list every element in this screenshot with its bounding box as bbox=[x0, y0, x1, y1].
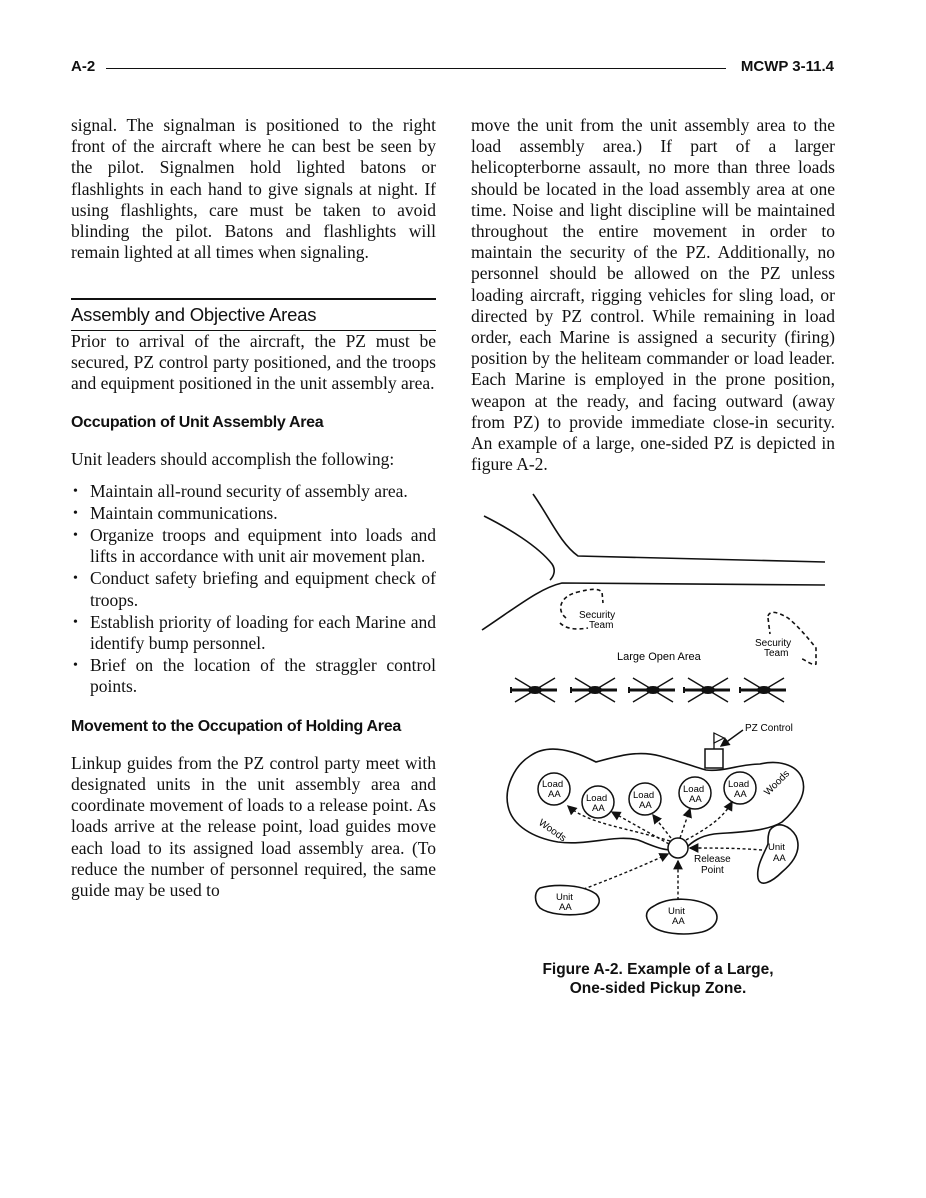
load-aa-4 bbox=[679, 777, 711, 809]
load-aa-3 bbox=[629, 783, 661, 815]
svg-text:Load: Load bbox=[633, 790, 655, 801]
helicopter-icon bbox=[571, 678, 617, 702]
header-rule bbox=[106, 68, 726, 69]
unit-aa-right bbox=[758, 825, 798, 883]
section-rule-top bbox=[71, 298, 436, 300]
svg-text:Unit: Unit bbox=[768, 842, 785, 853]
svg-text:Load: Load bbox=[542, 779, 564, 790]
list-item: • Maintain all-round security of assembly area. bbox=[71, 481, 436, 502]
figure-caption bbox=[478, 960, 838, 998]
document-id: MCWP 3-11.4 bbox=[740, 58, 834, 75]
security-team-left-label-1: Security bbox=[579, 610, 616, 621]
svg-text:AA: AA bbox=[559, 902, 572, 913]
svg-text:Unit: Unit bbox=[556, 892, 573, 903]
list-item: • Brief on the location of the straggler control points. bbox=[71, 655, 436, 697]
svg-text:AA: AA bbox=[672, 916, 685, 927]
road-left-edge bbox=[484, 516, 554, 580]
load-aa-2 bbox=[582, 786, 614, 818]
list-item: • Organize troops and equipment into loads and lifts in accordance with unit air movement plan. bbox=[71, 525, 436, 567]
svg-text:Load: Load bbox=[683, 784, 705, 795]
unit-aa-left bbox=[536, 886, 600, 915]
section-title: Assembly and Objective Areas bbox=[71, 304, 317, 326]
point-label: Point bbox=[701, 865, 724, 876]
list-item: • Maintain communications. bbox=[71, 503, 436, 524]
helicopter-icon bbox=[511, 678, 557, 702]
pz-control-box bbox=[705, 749, 723, 768]
page-number: A-2 bbox=[71, 58, 96, 75]
security-team-left-label-2: Team bbox=[589, 620, 614, 631]
load-aa-1 bbox=[538, 773, 570, 805]
helicopter-icon bbox=[684, 678, 730, 702]
pz-control-label: PZ Control bbox=[745, 723, 793, 734]
svg-text:AA: AA bbox=[734, 789, 747, 800]
unit-aa-bottom bbox=[647, 899, 717, 934]
right-column bbox=[471, 115, 835, 475]
section-paragraph: Prior to arrival of the aircraft, the PZ must be secured, PZ control party positioned, and the troops and equipment positioned in the unit assembly area. bbox=[71, 330, 436, 394]
list-item: • Conduct safety briefing and equipment check of troops. bbox=[71, 568, 436, 610]
subhead-unit-assembly: Occupation of Unit Assembly Area bbox=[71, 414, 324, 432]
pickup-zone-diagram bbox=[478, 488, 838, 958]
road-upper-edge bbox=[533, 494, 825, 562]
security-team-right-label-2: Team bbox=[764, 648, 789, 659]
right-paragraph: move the unit from the unit assembly area to the load assembly area.) If part of a larger helicopterborne assault, no more than three loads should be located in the load assembly area at one time. Noise and light discipline will be maintained throughout the entire movement in order to maintain the security of the PZ. Additionally, no personnel should be allowed on the PZ unless loading aircraft, rigging vehicles for sling load, or directed by PZ control. While remaining in load order, each Marine is assigned a security (firing) position by the heliteam commander or load leader. Each Marine is employed in the prone position, weapon at the ready, and facing outward (away from PZ) to provide immediate close-in security. An example of a large, one-sided PZ is depicted in figure A-2. bbox=[471, 115, 835, 475]
svg-text:AA: AA bbox=[548, 789, 561, 800]
svg-text:AA: AA bbox=[639, 800, 652, 811]
svg-text:Unit: Unit bbox=[668, 906, 685, 917]
svg-text:Load: Load bbox=[586, 793, 608, 804]
svg-text:Load: Load bbox=[728, 779, 750, 790]
woods-label-right: Woods bbox=[762, 768, 793, 799]
road-lower-edge bbox=[482, 583, 825, 630]
svg-text:AA: AA bbox=[773, 853, 786, 864]
caption-line-1: Figure A-2. Example of a Large, bbox=[542, 961, 774, 978]
helicopter-icon bbox=[629, 678, 675, 702]
release-label: Release bbox=[694, 854, 731, 865]
release-point bbox=[668, 838, 688, 858]
load-aa-5 bbox=[724, 772, 756, 804]
lead-in-text: Unit leaders should accomplish the following: bbox=[71, 449, 395, 470]
caption-line-2: One-sided Pickup Zone. bbox=[569, 980, 747, 997]
left-column bbox=[71, 115, 436, 901]
closing-paragraph: Linkup guides from the PZ control party meet with designated units in the unit assembly area and coordinate movement of loads to a release point. As loads arrive at the release point, load guides move each load to its assigned load assembly area. (To reduce the number of personnel required, the same guide may be used to bbox=[71, 752, 436, 901]
intro-paragraph: signal. The signalman is positioned to the right front of the aircraft where he can best be seen by the pilot. Signalmen hold lighted batons or flashlights in each hand to give signals at night. If using flashlights, care must be taken to avoid blinding the pilot. Batons and flashlights will remain lighted at all times when signaling. bbox=[71, 115, 436, 263]
helicopter-icon bbox=[740, 678, 786, 702]
svg-text:AA: AA bbox=[689, 794, 702, 805]
subhead-holding-area: Movement to the Occupation of Holding Area bbox=[71, 717, 401, 735]
woods-label-left: Woods bbox=[536, 817, 568, 845]
svg-text:AA: AA bbox=[592, 803, 605, 814]
task-list bbox=[71, 481, 436, 698]
large-open-area-label: Large Open Area bbox=[617, 651, 701, 663]
list-item: • Establish priority of loading for each Marine and identify bump personnel. bbox=[71, 612, 436, 654]
security-team-right-label-1: Security bbox=[755, 638, 792, 649]
